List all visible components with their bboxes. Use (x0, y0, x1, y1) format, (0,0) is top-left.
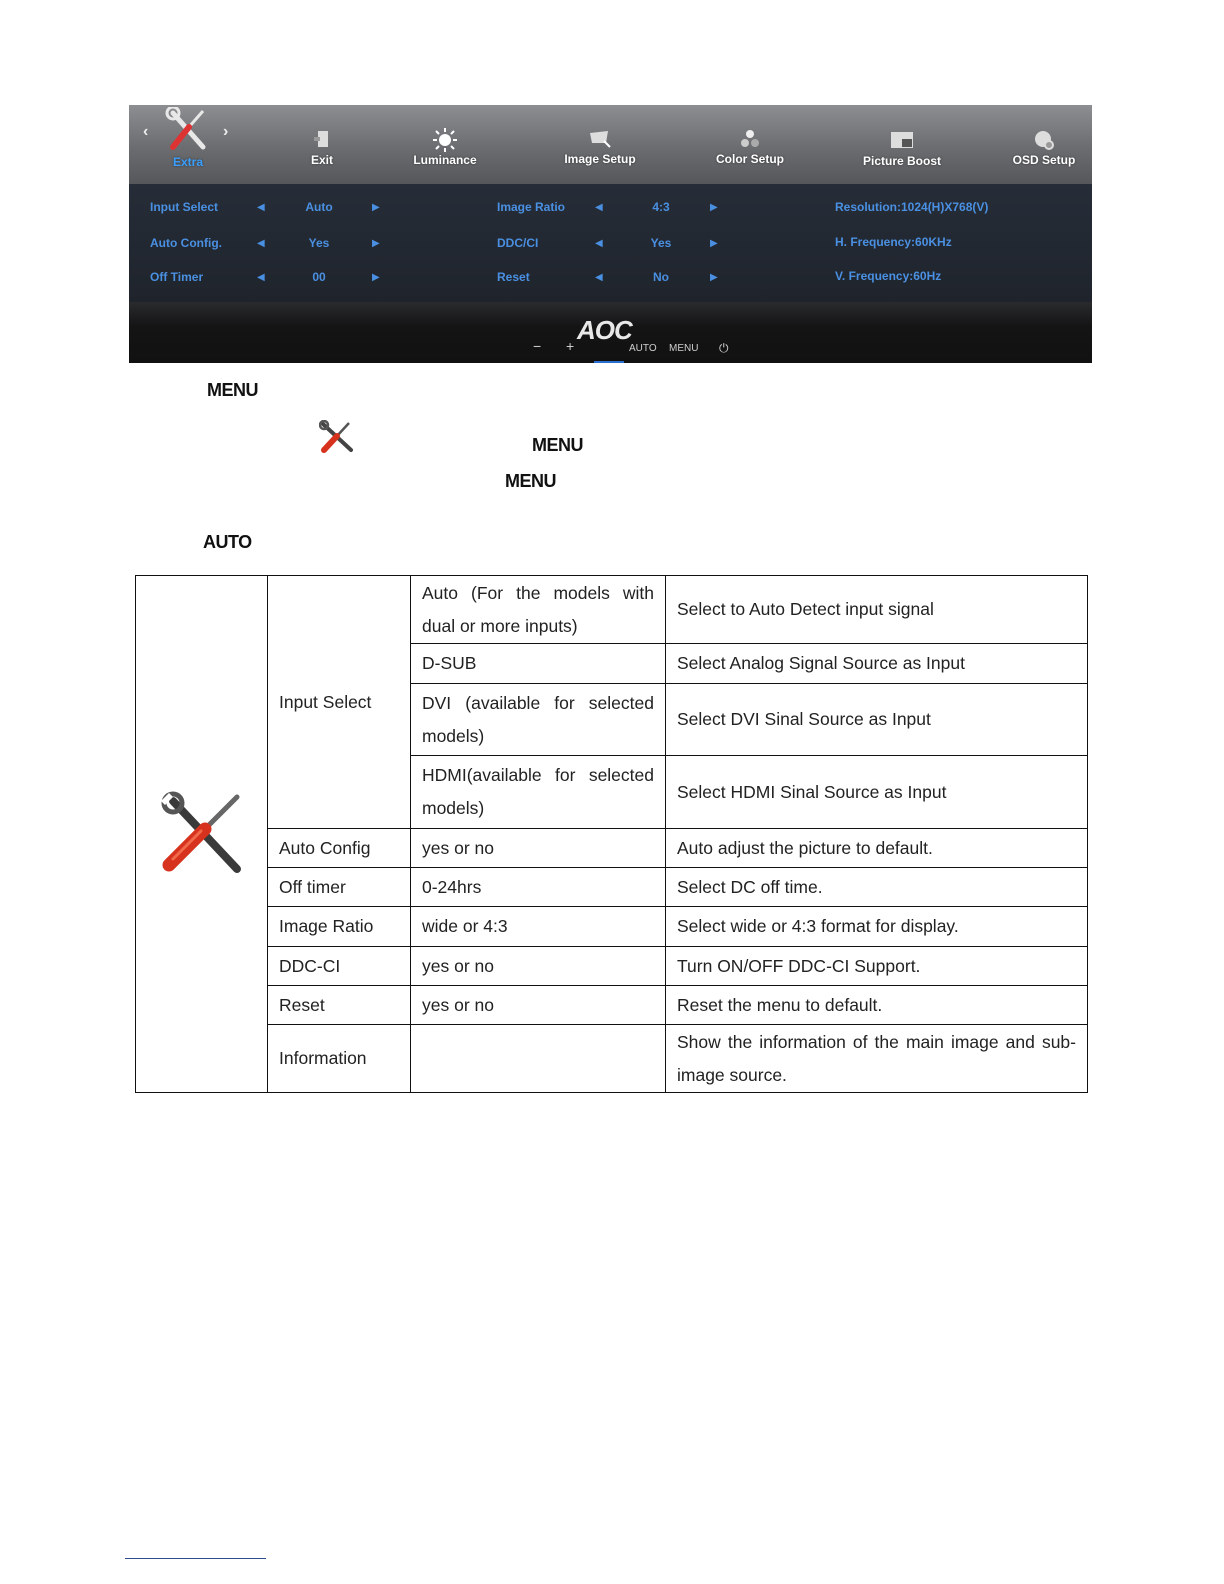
menu-keyword: MENU (505, 471, 556, 491)
desc-cell: Select to Auto Detect input signal (666, 576, 1088, 644)
item-information: Information (268, 1025, 411, 1093)
item-reset: Reset (268, 986, 411, 1025)
tab-image-setup[interactable]: Image Setup (554, 105, 646, 184)
arrow-left-icon[interactable]: ◀ (595, 238, 603, 249)
resolution-info: Resolution:1024(H)X768(V) (835, 200, 989, 214)
function-table (135, 575, 1088, 1093)
auto-keyword: AUTO (203, 532, 252, 552)
nav-left-icon[interactable]: ‹ (143, 123, 149, 140)
bezel-indicator (594, 361, 624, 363)
table-row (136, 947, 1088, 986)
h-frequency-info: H. Frequency:60KHz (835, 235, 952, 249)
osd-screenshot (129, 105, 1092, 363)
tab-color-setup[interactable]: Color Setup (707, 105, 793, 184)
auto-config-value: Yes (308, 236, 330, 250)
arrow-left-icon[interactable]: ◀ (257, 238, 265, 249)
tab-exit[interactable]: Exit (292, 105, 352, 184)
input-select-label: Input Select (150, 200, 219, 214)
color-setup-icon (740, 129, 760, 154)
item-off-timer: Off timer (268, 868, 411, 907)
desc-cell: Select DC off time. (666, 868, 1088, 907)
arrow-right-icon[interactable]: ▶ (710, 238, 718, 249)
reset-label: Reset (497, 270, 530, 284)
option-cell: D-SUB (411, 644, 666, 684)
arrow-left-icon[interactable]: ◀ (257, 272, 265, 283)
ddc-ci-label: DDC/CI (497, 236, 539, 250)
tools-icon (165, 107, 211, 158)
image-ratio-value: 4:3 (652, 200, 670, 214)
table-row (136, 907, 1088, 947)
arrow-left-icon[interactable]: ◀ (595, 272, 603, 283)
picture-boost-icon (890, 131, 914, 154)
tools-icon (319, 420, 355, 459)
table-row (136, 576, 1088, 644)
desc-cell: Select HDMI Sinal Source as Input (666, 756, 1088, 829)
arrow-right-icon[interactable]: ▶ (372, 272, 380, 283)
desc-cell: Select Analog Signal Source as Input (666, 644, 1088, 684)
option-cell: yes or no (411, 829, 666, 868)
tools-icon (136, 791, 267, 877)
desc-cell: Select DVI Sinal Source as Input (666, 684, 1088, 756)
item-image-ratio: Image Ratio (268, 907, 411, 947)
image-ratio-label: Image Ratio (497, 200, 566, 214)
minus-button[interactable]: − (533, 338, 542, 354)
osd-tab-bar (129, 105, 1092, 184)
option-cell: yes or no (411, 986, 666, 1025)
tab-extra[interactable]: Extra (155, 105, 221, 184)
desc-cell: Turn ON/OFF DDC-CI Support. (666, 947, 1088, 986)
input-select-value: Auto (305, 200, 333, 214)
option-cell (411, 1025, 666, 1093)
reset-value: No (653, 270, 669, 284)
ddc-ci-value: Yes (650, 236, 672, 250)
aoc-logo: AOC (577, 315, 632, 345)
tab-osd-setup[interactable]: OSD Setup (1003, 105, 1085, 184)
menu-keyword: MENU (207, 380, 258, 400)
exit-icon (312, 129, 332, 154)
desc-cell: Reset the menu to default. (666, 986, 1088, 1025)
desc-cell: Auto adjust the picture to default. (666, 829, 1088, 868)
option-cell: Auto (For the models with dual or more inputs) (411, 576, 666, 644)
desc-cell: Select wide or 4:3 format for display. (666, 907, 1088, 947)
tab-luminance[interactable]: Luminance (405, 105, 485, 184)
icon-cell (136, 576, 268, 1093)
off-timer-value: 00 (312, 270, 326, 284)
item-input-select: Input Select (268, 576, 411, 829)
table-row (136, 829, 1088, 868)
plus-button[interactable]: + (566, 338, 575, 354)
arrow-right-icon[interactable]: ▶ (372, 202, 380, 213)
arrow-left-icon[interactable]: ◀ (257, 202, 265, 213)
footnote-separator (125, 1558, 266, 1559)
option-cell: HDMI(available for selected models) (411, 756, 666, 829)
arrow-right-icon[interactable]: ▶ (710, 202, 718, 213)
osd-settings-panel (129, 184, 1092, 302)
table-row (136, 1025, 1088, 1093)
option-cell: DVI (available for selected models) (411, 684, 666, 756)
nav-right-icon[interactable]: › (223, 123, 229, 140)
power-icon[interactable]: ⏻ (719, 341, 729, 355)
auto-button[interactable]: AUTO (629, 343, 657, 354)
off-timer-label: Off Timer (150, 270, 204, 284)
auto-config-label: Auto Config. (150, 236, 222, 250)
osd-setup-icon (1033, 129, 1055, 156)
v-frequency-info: V. Frequency:60Hz (835, 269, 942, 283)
image-setup-icon (588, 129, 612, 154)
menu-keyword: MENU (532, 435, 583, 455)
table-row (136, 986, 1088, 1025)
arrow-left-icon[interactable]: ◀ (595, 202, 603, 213)
option-cell: yes or no (411, 947, 666, 986)
tab-picture-boost[interactable]: Picture Boost (855, 105, 949, 184)
option-cell: wide or 4:3 (411, 907, 666, 947)
item-ddc-ci: DDC-CI (268, 947, 411, 986)
option-cell: 0-24hrs (411, 868, 666, 907)
arrow-right-icon[interactable]: ▶ (372, 238, 380, 249)
item-auto-config: Auto Config (268, 829, 411, 868)
arrow-right-icon[interactable]: ▶ (710, 272, 718, 283)
table-row (136, 868, 1088, 907)
desc-cell: Show the information of the main image and sub-image source. (666, 1025, 1088, 1093)
menu-button[interactable]: MENU (669, 343, 699, 354)
